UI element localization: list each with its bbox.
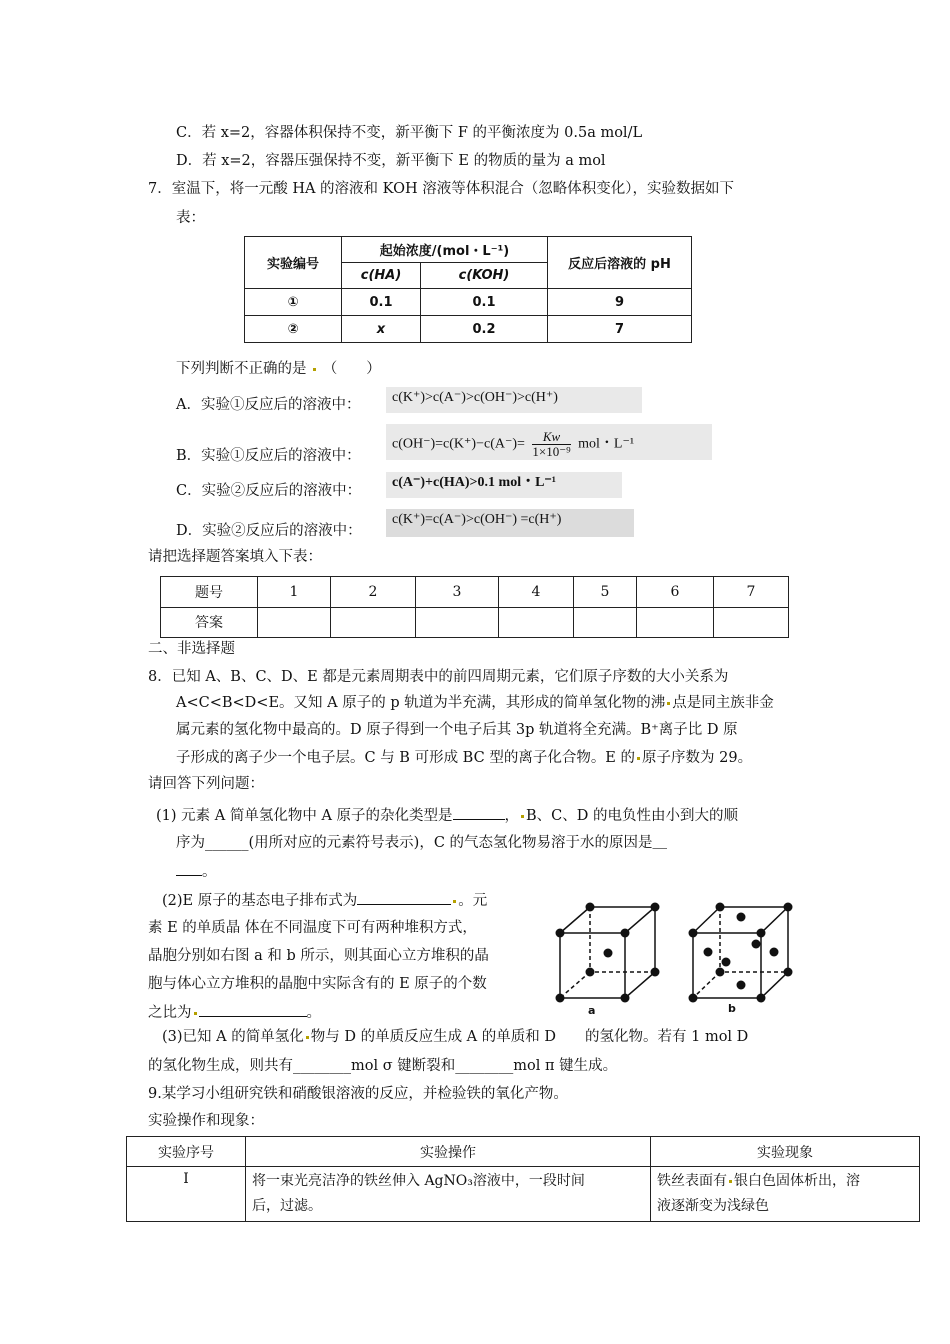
q9-line2: 实验操作和现象： — [148, 1113, 264, 1129]
q7-option-a-label: A．实验①反应后的溶液中： — [176, 397, 361, 413]
table-cell: ② — [245, 316, 342, 343]
cell-line — [657, 1169, 913, 1194]
answer-cell[interactable] — [258, 607, 331, 638]
q8-part1-line2: 序为______(用所对应的元素符号表示)，C 的气态氢化物易溶于水的原因是＿ — [176, 835, 668, 851]
table-header: 2 — [331, 577, 416, 608]
table-cell: Ⅰ — [127, 1167, 246, 1222]
text: 。元 — [458, 893, 488, 909]
q8-part2-line3: 晶胞分别如右图 a 和 b 所示，则其面心立方堆积的晶 — [148, 948, 489, 964]
fraction-denominator: 1×10⁻⁹ — [532, 444, 571, 459]
table-row — [245, 289, 692, 316]
q8-line4 — [176, 748, 752, 768]
q6-option-d: D．若 x=2，容器压强保持不变，新平衡下 E 的物质的量为 a mol — [176, 153, 606, 169]
table-header: 3 — [416, 577, 499, 608]
mark-dot — [306, 1036, 309, 1039]
answer-cell[interactable] — [416, 607, 499, 638]
figure-b-label: b — [728, 1002, 736, 1015]
text: 。 — [306, 1005, 321, 1021]
q8-part2-line5 — [148, 1002, 321, 1023]
q8-part2-line1 — [162, 890, 487, 911]
answer-blank[interactable] — [453, 805, 505, 820]
table-cell: 7 — [548, 316, 692, 343]
answer-blank[interactable] — [357, 890, 451, 905]
q7-stem-line1: 7．室温下，将一元酸 HA 的溶液和 KOH 溶液等体积混合（忽略体积变化），实验数据如下 — [148, 181, 735, 197]
text: B、C、D 的电负性由小到大的顺 — [526, 808, 739, 824]
q8-line3: 属元素的氢化物中最高的。D 原子得到一个电子后其 3p 轨道将全充满。B⁺离子比 D 原 — [176, 722, 738, 738]
text: 子形成的离子少一个电子层。C 与 B 可形成 BC 型的离子化合物。E 的 — [176, 750, 636, 766]
text: (1) 元素 A 简单氢化物中 A 原子的杂化类型是 — [156, 808, 453, 824]
answer-cell[interactable] — [637, 607, 714, 638]
q6-option-c: C．若 x=2，容器体积保持不变，新平衡下 F 的平衡浓度为 0.5a mol/L — [176, 125, 643, 141]
table-header: 起始浓度/(mol・L⁻¹) — [342, 237, 548, 263]
text: 点是同主族非金 — [672, 695, 774, 711]
table-header: 实验操作 — [246, 1137, 651, 1167]
mark-dot — [637, 757, 640, 760]
text: 银白色固体析出，溶 — [734, 1173, 860, 1189]
mark-dot — [729, 1180, 732, 1183]
table-header: 反应后溶液的 pH — [548, 237, 692, 289]
q7-option-d-formula: c(K⁺)=c(A⁻)>c(OH⁻) =c(H⁺) — [386, 509, 634, 537]
q8-line2 — [176, 693, 774, 713]
table-header: c(HA) — [342, 263, 421, 289]
q8-part2-line2: 素 E 的单质晶 体在不同温度下可有两种堆积方式， — [148, 920, 477, 936]
cell-line: 液逐渐变为浅绿色 — [657, 1198, 769, 1214]
answer-paren: （ ） — [322, 361, 381, 377]
formula-text: c(OH⁻)=c(K⁺)−c(A⁻)= — [392, 436, 525, 452]
text: 物与 D 的单质反应生成 A 的单质和 D 的氢化物。若有 1 mol D — [310, 1029, 749, 1045]
table-header: 5 — [574, 577, 637, 608]
answer-sheet-intro: 请把选择题答案填入下表： — [148, 549, 322, 565]
q8-part1-line3 — [176, 861, 217, 882]
table-header: 7 — [714, 577, 789, 608]
text: A<C<B<D<E。又知 A 原子的 p 轨道为半充满，其形成的简单氢化物的沸 — [176, 695, 666, 711]
table-cell: 0.1 — [342, 289, 421, 316]
table-header: 实验编号 — [245, 237, 342, 289]
q7-option-b-formula — [386, 424, 712, 460]
q7-option-d-label: D．实验②反应后的溶液中： — [176, 523, 362, 539]
q8-part1-line1 — [156, 805, 738, 826]
cell-line: 后，过滤。 — [252, 1198, 322, 1214]
q7-question — [176, 359, 381, 379]
text: 铁丝表面有 — [657, 1173, 727, 1189]
table-cell — [651, 1167, 920, 1222]
text: 原子序数为 29。 — [642, 750, 753, 766]
mark-dot — [313, 368, 316, 371]
table-header: 答案 — [161, 607, 258, 638]
table-cell: x — [342, 316, 421, 343]
formula-unit: mol・L⁻¹ — [578, 436, 635, 452]
q7-option-a-formula: c(K⁺)>c(A⁻)>c(OH⁻)>c(H⁺) — [386, 387, 642, 413]
fraction — [532, 430, 570, 459]
answer-blank[interactable] — [176, 861, 202, 876]
table-header: 6 — [637, 577, 714, 608]
unit-cell-figure — [548, 900, 808, 1020]
q9-experiment-table — [126, 1136, 920, 1222]
q8-line1: 8．已知 A、B、C、D、E 都是元素周期表中的前四周期元素，它们原子序数的大小关系为 — [148, 669, 729, 685]
table-header: 1 — [258, 577, 331, 608]
table-cell: 9 — [548, 289, 692, 316]
answer-blank[interactable] — [199, 1002, 307, 1017]
mark-dot — [521, 815, 524, 818]
table-header: c(KOH) — [421, 263, 548, 289]
q8-part3-line2: 的氢化物生成，则共有________mol σ 键断裂和________mol π 键生成。 — [148, 1058, 618, 1074]
answer-sheet-table — [160, 576, 789, 638]
answer-cell[interactable] — [331, 607, 416, 638]
question-text: 下列判断不正确的是 — [176, 361, 307, 377]
text: 。 — [202, 864, 217, 880]
q8-part2-line4: 胞与体心立方堆积的晶胞中实际含有的 E 原子的个数 — [148, 976, 487, 992]
q7-option-b-label: B．实验①反应后的溶液中： — [176, 448, 361, 464]
table-header: 4 — [499, 577, 574, 608]
q7-stem-line2: 表： — [176, 210, 205, 226]
text: (3)已知 A 的简单氢化 — [162, 1029, 304, 1045]
table-row — [245, 316, 692, 343]
figure-a-label: a — [588, 1004, 596, 1017]
mark-dot — [667, 702, 670, 705]
q7-option-c-formula: c(A⁻)+c(HA)>0.1 mol・L⁻¹ — [386, 472, 622, 498]
q9-line1: 9.某学习小组研究铁和硝酸银溶液的反应，并检验铁的氧化产物。 — [148, 1086, 568, 1102]
q7-option-c-label: C．实验②反应后的溶液中： — [176, 483, 362, 499]
cell-line: 将一束光亮洁净的铁丝伸入 AgNO₃溶液中，一段时间 — [252, 1173, 585, 1189]
text: 之比为 — [148, 1005, 192, 1021]
text: (2)E 原子的基态电子排布式为 — [162, 893, 358, 909]
mark-dot — [194, 1012, 197, 1015]
table-row — [161, 577, 789, 608]
answer-cell[interactable] — [574, 607, 637, 638]
q8-part3-line1 — [162, 1027, 748, 1047]
table-cell: ① — [245, 289, 342, 316]
table-row — [161, 607, 789, 638]
answer-cell[interactable] — [714, 607, 789, 638]
q8-ask: 请回答下列问题： — [148, 776, 264, 792]
fraction-numerator: Kw — [532, 430, 570, 445]
table-row — [127, 1167, 920, 1222]
mark-dot — [453, 900, 456, 903]
section-heading: 二、非选择题 — [148, 641, 235, 657]
table-row — [127, 1137, 920, 1167]
table-header: 实验序号 — [127, 1137, 246, 1167]
table-header: 实验现象 — [651, 1137, 920, 1167]
table-cell — [246, 1167, 651, 1222]
text: ， — [504, 808, 520, 824]
table-cell: 0.1 — [421, 289, 548, 316]
table-header: 题号 — [161, 577, 258, 608]
answer-cell[interactable] — [499, 607, 574, 638]
q7-data-table — [244, 236, 692, 343]
table-cell: 0.2 — [421, 316, 548, 343]
